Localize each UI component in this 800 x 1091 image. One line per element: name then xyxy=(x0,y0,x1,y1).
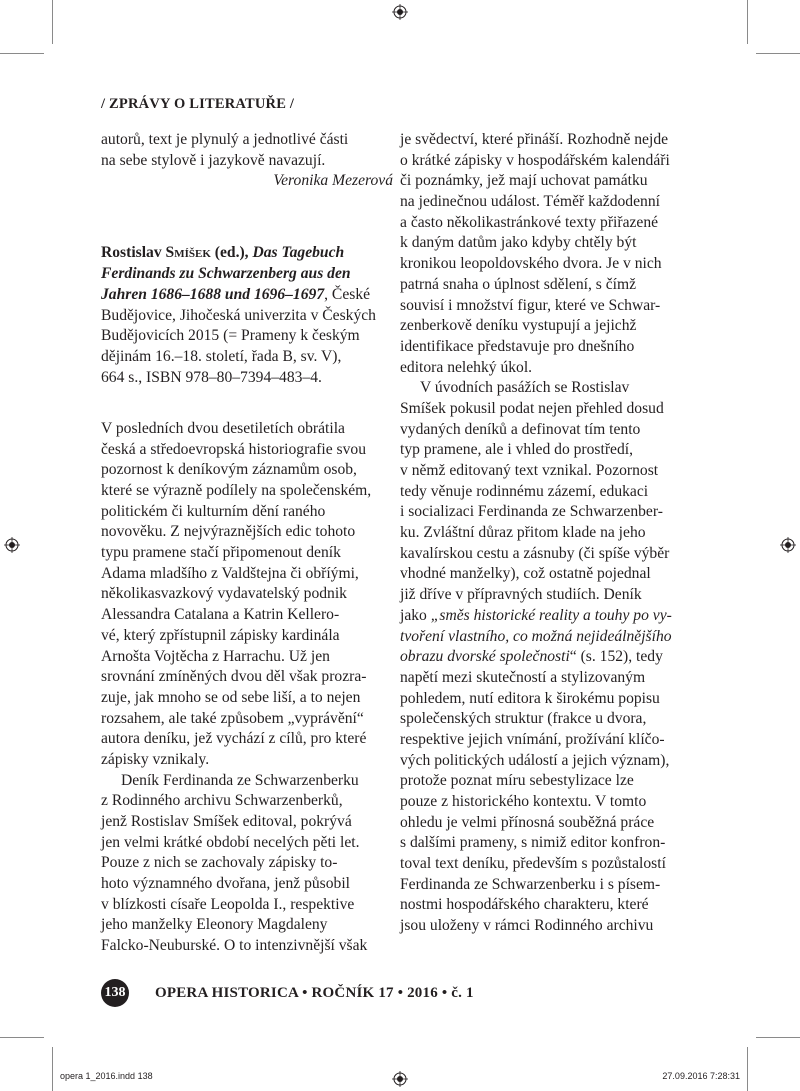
text-line: nostmi hospodářského charakteru, které xyxy=(400,896,649,914)
text-line: Falcko-Neuburské. O to intenzivnější však xyxy=(101,937,368,955)
text-line: kavalírskou cestu a zásnuby (či spíše výběr xyxy=(400,544,670,562)
text-line: které se výrazně podílely na společenském, xyxy=(101,482,372,499)
text-line: Arnošta Vojtěcha z Harrachu. Už jen xyxy=(101,647,330,665)
text-line: několikasvazkový vydavatelský podnik xyxy=(101,585,347,603)
text-line: zenberkově deníku vystupují a jejichž xyxy=(400,317,637,335)
book-title: Das Tagebuch xyxy=(252,244,345,262)
biblio-line: Budějovicích 2015 (= Prameny k českým xyxy=(101,327,360,345)
registration-mark-icon xyxy=(780,537,796,553)
text-line: jenž Rostislav Smíšek editoval, pokrývá xyxy=(101,813,352,830)
text-line: k daným datům jako kdyby chtěly být xyxy=(400,234,637,252)
text-line: srovnání zmíněných dvou děl však prozra- xyxy=(101,668,367,686)
text-line: na sebe stylově i jazykově navazují. xyxy=(101,151,326,169)
text-line: jsou uloženy v rámci Rodinného archivu xyxy=(400,917,654,935)
text-line: v blízkosti císaře Leopolda I., respektive xyxy=(101,895,355,913)
text-line: již dříve v přípravných studiích. Deník xyxy=(400,586,642,604)
right-column xyxy=(400,130,700,937)
text-line: napětí mezi skutečností a stylizovaným xyxy=(400,668,646,686)
editor-role: (ed.), xyxy=(210,244,253,262)
book-title: Ferdinands zu Schwarzenberg aus den xyxy=(101,265,351,283)
text-line: pouze z historického kontextu. V tomto xyxy=(400,793,647,810)
text-line: či poznámky, jež mají uchovat památku xyxy=(400,172,648,190)
text-line: Ferdinanda ze Schwarzenberku i s písem- xyxy=(400,875,661,893)
text-line: typu pramene stačí připomenout deník xyxy=(101,544,341,562)
text-line: i socializaci Ferdinanda ze Schwarzenber- xyxy=(400,503,663,521)
biblio-line: Budějovice, Jihočeská univerzita v Českých xyxy=(101,306,376,324)
review-author: Veronika Mezerová xyxy=(273,172,393,190)
text-line: vé, který zpřístupnil zápisky kardinála xyxy=(101,626,340,644)
quote-line xyxy=(400,606,700,627)
text-line: o krátké zápisky v hospodářském kalendáři xyxy=(400,151,670,169)
text-line: Alessandra Catalana a Katrin Kellero- xyxy=(101,606,340,624)
quote-citation: “ (s. 152), tedy xyxy=(569,648,663,666)
biblio-line: dějinám 16.–18. století, řada B, sv. V), xyxy=(101,347,342,365)
editor-first-name: Rostislav xyxy=(101,244,166,262)
text-line: vhodné manželky), což ostatně pojednal xyxy=(400,565,651,583)
text-line: souvisí i množství figur, které ve Schwar- xyxy=(400,296,661,314)
text-line: autorů, text je plynulý a jednotlivé části xyxy=(101,131,349,148)
text-line: hoto významného dvořana, jenž působil xyxy=(101,875,351,893)
text-line: protože poznat míru sebestylizace lze xyxy=(400,772,634,790)
text-line: jen velmi krátké období necelých pěti let. xyxy=(101,833,360,851)
biblio-text: , České xyxy=(324,285,371,303)
registration-mark-icon xyxy=(392,1071,408,1087)
text-line: vydaných deníků a definovat tím tento xyxy=(400,420,641,438)
text-line: Deník Ferdinanda ze Schwarzenberku xyxy=(121,771,359,789)
left-column xyxy=(101,130,393,957)
text-line: vých politických událostí a jejich význam), xyxy=(400,751,670,769)
text-line: je svědectví, které přináší. Rozhodně nejde xyxy=(400,131,669,148)
crop-mark xyxy=(747,0,748,44)
page-footer xyxy=(101,978,474,1008)
text-line: patrná snaha o úplnost sdělení, s čímž xyxy=(400,275,637,293)
registration-mark-icon xyxy=(392,4,408,20)
text-line: z Rodinného archivu Schwarzenberků, xyxy=(101,792,343,810)
text-line: tedy věnuje rodinnému zázemí, edukaci xyxy=(400,482,649,500)
text-line: kronikou leopoldovského dvora. Je v nich xyxy=(400,255,662,273)
text-line: V posledních dvou desetiletích obrátila xyxy=(101,419,345,437)
quote-text: tvoření vlastního, co možná nejideálnějšího xyxy=(400,627,672,645)
crop-mark xyxy=(756,1037,800,1038)
text-line: pohledem, nutí editora k širokému popisu xyxy=(400,689,660,707)
section-header: / ZPRÁVY O LITERATUŘE / xyxy=(101,96,295,112)
text-line: jeho manželky Eleonory Magdaleny xyxy=(101,916,328,934)
text-line: společenských struktur (frakce u dvora, xyxy=(400,710,647,728)
text-line: Smíšek pokusil podat nejen přehled dosud xyxy=(400,399,664,417)
slug-file: opera 1_2016.indd 138 xyxy=(60,1071,153,1081)
text-line: česká a středoevropská historiografie svou xyxy=(101,440,367,458)
text-line: a často několikastránkové texty přiřazené xyxy=(400,213,659,231)
crop-mark xyxy=(52,1047,53,1091)
text-line: novověku. Z nejvýraznějších edic tohoto xyxy=(101,523,356,541)
page-number: 138 xyxy=(101,979,129,1007)
text-line: na jedinečnou událost. Téměř každodenní xyxy=(400,193,660,211)
biblio-line: 664 s., ISBN 978–80–7394–483–4. xyxy=(101,368,322,386)
crop-mark xyxy=(756,53,800,54)
text-line: pozornost k deníkovým záznamům osob, xyxy=(101,461,357,479)
crop-mark xyxy=(0,1037,44,1038)
text-line: toval text deníku, především s pozůstalostí xyxy=(400,855,666,873)
text-line: V úvodních pasážích se Rostislav xyxy=(420,379,630,397)
review-heading-line xyxy=(101,243,393,264)
crop-mark xyxy=(52,0,53,44)
text-line: editora nelehký úkol. xyxy=(400,358,533,376)
review-heading-line xyxy=(101,285,393,306)
text-line: identifikace představuje pro dnešního xyxy=(400,337,635,355)
quote-line xyxy=(400,647,700,668)
crop-mark xyxy=(747,1047,748,1091)
text-line: respektive jejich vnímání, prožívání klíčo- xyxy=(400,730,665,748)
quote-text: obrazu dvorské společnosti xyxy=(400,648,570,666)
text-line: typ pramene, ale i vhled do prostředí, xyxy=(400,441,633,459)
slug-timestamp: 27.09.2016 7:28:31 xyxy=(662,1071,740,1081)
text-line: Pouze z nich se zachovaly zápisky to- xyxy=(101,854,338,872)
text-line: autora deníku, jež vychází z cílů, pro které xyxy=(101,730,367,748)
crop-mark xyxy=(0,53,44,54)
text-line: v němž editovaný text vznikal. Pozornost xyxy=(400,462,659,479)
text-line: rozsahem, ale také způsobem „vyprávění“ xyxy=(101,709,364,727)
text-line: Adama mladšího z Valdštejna či obříými, xyxy=(101,564,359,582)
quote-lead: jako xyxy=(400,606,431,624)
book-title: Jahren 1686–1688 und 1696–1697 xyxy=(101,285,325,303)
editor-surname: Smíšek xyxy=(165,244,211,262)
text-line: zápisky vznikaly. xyxy=(101,750,210,768)
quote-text: „směs historické reality a touhy po vy- xyxy=(430,606,672,624)
text-line: zuje, jak mnoho se od sebe liší, a to nejen xyxy=(101,688,361,706)
registration-mark-icon xyxy=(4,537,20,553)
text-line: ohledu je velmi přínosná souběžná práce xyxy=(400,813,655,831)
text-line: ku. Zvláštní důraz přitom klade na jeho xyxy=(400,524,646,542)
text-line: politickém či kulturním dění raného xyxy=(101,502,326,520)
text-line: s dalšími prameny, s nimiž editor konfron- xyxy=(400,834,666,852)
journal-name: OPERA HISTORICA • ROČNÍK 17 • 2016 • č. 1 xyxy=(155,984,474,1001)
